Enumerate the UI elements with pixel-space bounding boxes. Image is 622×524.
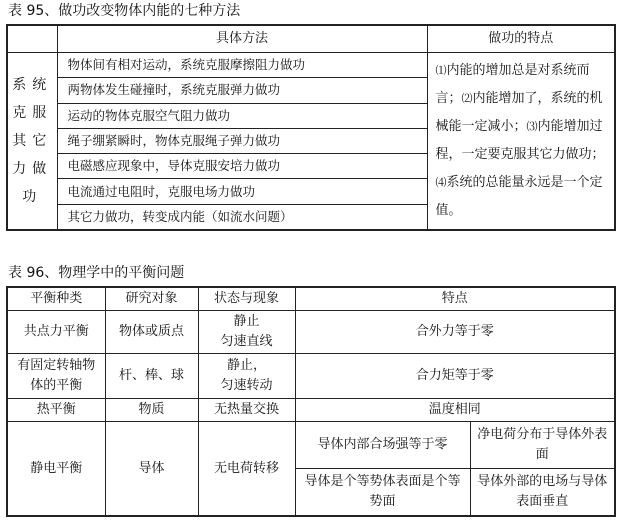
table95-header-method: 具体方法	[57, 25, 427, 53]
kind-cell: 热平衡	[7, 399, 105, 422]
table95	[6, 24, 616, 231]
header-state: 状态与现象	[198, 287, 295, 311]
table-row	[7, 354, 615, 399]
header-kind: 平衡种类	[7, 287, 105, 311]
table95-feature-cell	[427, 53, 615, 231]
header-object: 研究对象	[105, 287, 198, 311]
state-cell: 无热量交换	[198, 399, 295, 422]
table-row	[7, 422, 615, 469]
table-row	[7, 399, 615, 422]
table95-caption: 表 95、做功改变物体内能的七种方法	[8, 3, 241, 19]
feature-text: 内能增加过程，一定要克服其它力做功；	[435, 119, 605, 162]
method-cell: 电磁感应现象中，导体克服安培力做功	[57, 154, 427, 179]
table95-header-row	[7, 25, 615, 53]
table95-header-blank	[7, 25, 57, 53]
feature-num: ⑷	[435, 176, 447, 189]
method-cell: 运动的物体克服空气阻力做功	[57, 103, 427, 128]
table96	[6, 286, 616, 517]
feature-cell: 导体是个等势体表面是个等势面	[295, 469, 470, 517]
state-cell: 静止 匀速直线	[198, 311, 295, 354]
object-cell: 杆、棒、球	[105, 354, 198, 399]
table-row	[7, 53, 615, 78]
feature-text: 系统的总能量永远是一个定值。	[435, 175, 603, 218]
feature-text: 内能增加了，系统的机械能一定减小；	[435, 91, 603, 134]
table96-header-row	[7, 287, 615, 311]
feature-num: ⑶	[526, 120, 538, 133]
feature-cell: 合力矩等于零	[295, 354, 615, 399]
feature-cell: 导体外部的电场与导体表面垂直	[470, 469, 615, 517]
feature-num: ⑵	[461, 92, 473, 105]
feature-text: 内能的增加总是对系统而言；	[435, 63, 590, 106]
table95-side-label: 系统克服其它力做功	[7, 53, 57, 231]
kind-cell: 有固定转轴物体的平衡	[7, 354, 105, 399]
method-cell: 其它力做功，转变成内能（如流水问题）	[57, 204, 427, 230]
method-cell: 物体间有相对运动，系统克服摩擦阻力做功	[57, 53, 427, 78]
kind-cell: 共点力平衡	[7, 311, 105, 354]
object-cell: 物质	[105, 399, 198, 422]
kind-cell: 静电平衡	[7, 422, 105, 517]
table96-caption: 表 96、物理学中的平衡问题	[8, 265, 185, 281]
state-cell: 无电荷转移	[198, 422, 295, 517]
table-row	[7, 311, 615, 354]
method-cell: 电流通过电阻时，克服电场力做功	[57, 179, 427, 204]
feature-cell: 温度相同	[295, 399, 615, 422]
method-cell: 绳子绷紧瞬时，物体克服绳子弹力做功	[57, 128, 427, 153]
feature-cell: 导体内部合场强等于零	[295, 422, 470, 469]
feature-cell: 净电荷分布于导体外表面	[470, 422, 615, 469]
method-cell: 两物体发生碰撞时，系统克服弹力做功	[57, 78, 427, 103]
object-cell: 导体	[105, 422, 198, 517]
state-cell: 静止， 匀速转动	[198, 354, 295, 399]
feature-cell: 合外力等于零	[295, 311, 615, 354]
feature-num: ⑴	[435, 64, 447, 77]
table95-header-feature: 做功的特点	[427, 25, 615, 53]
object-cell: 物体或质点	[105, 311, 198, 354]
header-feature: 特点	[295, 287, 615, 311]
